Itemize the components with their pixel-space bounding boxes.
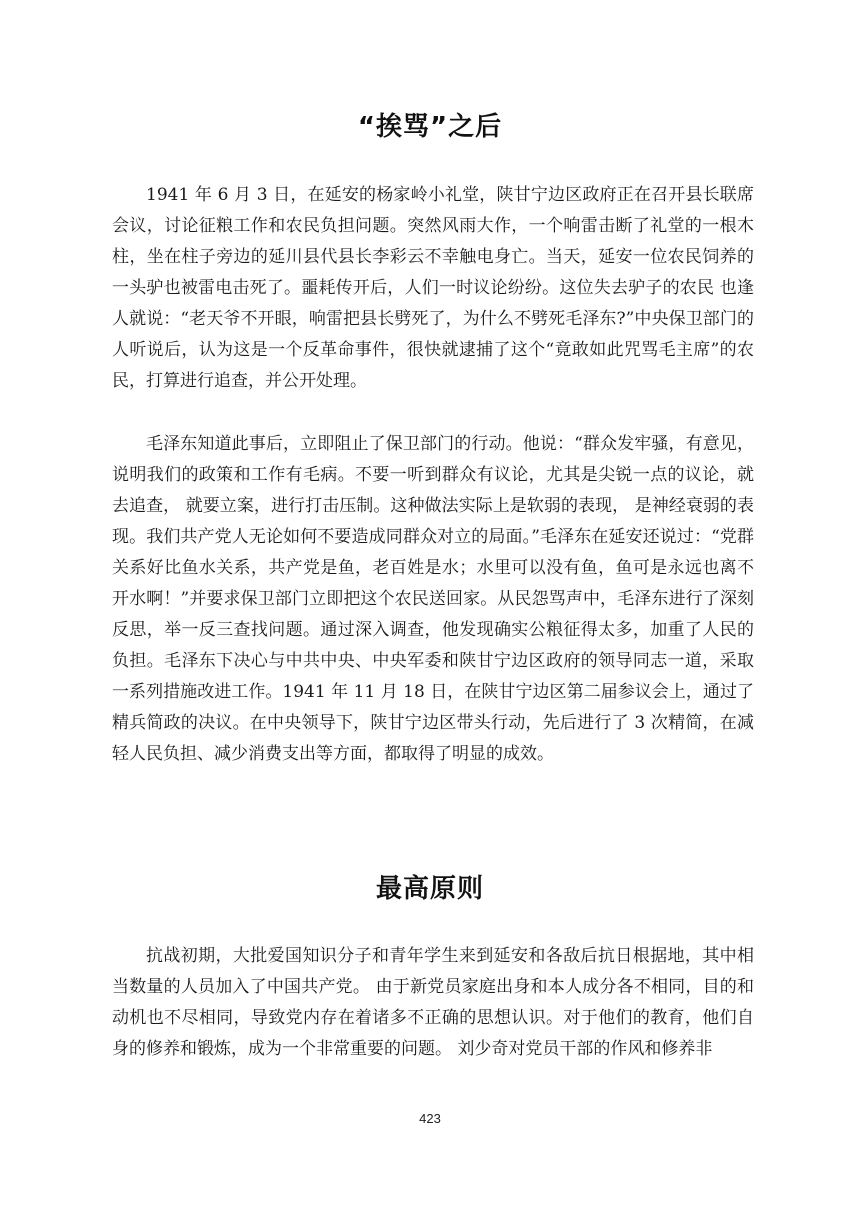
section-title: “挨骂”之后: [357, 112, 503, 142]
section-title: 最高原则: [375, 874, 484, 904]
body-paragraph: 1941 年 6 月 3 日，在延安的杨家岭小礼堂，陕甘宁边区政府正在召开县长联席会议，讨论征粮工作和农民负担问题。突然风雨大作，一个响雷击断了礼堂的一根木柱，坐在柱子旁边的延川县代县长李彩云不幸触电身亡。当天，延安一位农民饲养的一头驴也被雷电击死了。噩耗传开后，人们一时议论纷纷。这位失去驴子的农民 也逢人就说：“老天爷不开眼，响雷把县长劈死了，为什么不劈死毛泽东?”中央保卫部门的人听说后，认为这是一个反革命事件，很快就逮捕了这个“竟敢如此咒骂毛主席”的农民，打算进行追查，并公开处理。: [112, 185, 754, 391]
body-paragraph: 毛泽东知道此事后，立即阻止了保卫部门的行动。他说：“群众发牢骚，有意见，说明我们的政策和工作有毛病。不要一听到群众有议论，尤其是尖锐一点的议论，就去追查， 就要立案，进行打击压制。这种做法实际上是软弱的表现， 是神经衰弱的表现。我们共产党人无论如何不要造成同群众对立的局面。”毛泽东在延安还说过：“党群关系好比鱼水关系，共产党是鱼，老百姓是水；水里可以没有鱼，鱼可是永远也离不开水啊！”并要求保卫部门立即把这个农民送回家。从民怨骂声中，毛泽东进行了深刻反思，举一反三查找问题。通过深入调查，他发现确实公粮征得太多，加重了人民的负担。毛泽东下决心与中共中央、中央军委和陕甘宁边区政府的领导同志一道，采取一系列措施改进工作。1941 年 11 月 18 日，在陕甘宁边区第二届参议会上，通过了精兵简政的决议。在中央领导下，陕甘宁边区带头行动，先后进行了 3 次精简，在减轻人民负担、减少消费支出等方面，都取得了明显的成效。: [112, 434, 754, 764]
page-number: 423: [419, 1111, 441, 1126]
body-paragraph: 抗战初期，大批爱国知识分子和青年学生来到延安和各敌后抗日根据地，其中相当数量的人员加入了中国共产党。 由于新党员家庭出身和本人成分各不相同，目的和动机也不尽相同，导致党内存在着诸多不正确的思想认识。对于他们的教育，他们自身的修养和锻炼，成为一个非常重要的问题。 刘少奇对党员干部的作风和修养非: [112, 946, 754, 1059]
